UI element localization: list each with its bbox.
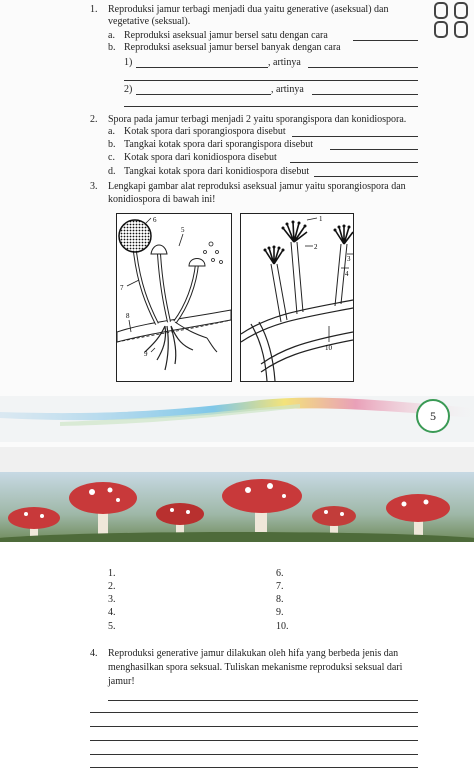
- q1b2-meaning-line[interactable]: [312, 94, 418, 95]
- answer-8[interactable]: 8.: [276, 594, 284, 605]
- q4-answer-line[interactable]: [90, 712, 418, 713]
- q2d-text: Tangkai kotak spora dari konidiospora disebut: [124, 166, 310, 177]
- rainbow-wave-decoration: [0, 388, 474, 446]
- konidiospora-diagram: [240, 213, 354, 382]
- q1b1-meaning-line[interactable]: [308, 67, 418, 68]
- q2a-letter: a.: [108, 126, 115, 137]
- label-9: 9: [144, 350, 148, 358]
- q4-answer-line[interactable]: [90, 754, 418, 755]
- q1a-answer-line[interactable]: [353, 40, 418, 41]
- q1b1-artinya: , artinya: [268, 57, 301, 68]
- answer-1[interactable]: 1.: [108, 568, 116, 579]
- q1a-letter: a.: [108, 30, 115, 41]
- q4-text-2: menghasilkan spora seksual. Tuliskan mekanisme reproduksi seksual dari: [108, 662, 403, 673]
- q2b-letter: b.: [108, 139, 116, 150]
- q2c-letter: c.: [108, 152, 115, 163]
- answer-10[interactable]: 10.: [276, 621, 289, 632]
- q2a-text: Kotak spora dari sporangiospora disebut: [124, 126, 286, 137]
- q4-number: 4.: [90, 648, 98, 659]
- q1b1-extra-line[interactable]: [124, 80, 418, 81]
- sporangiospora-drawing: [117, 214, 231, 381]
- q4-answer-line[interactable]: [90, 740, 418, 741]
- q4-answer-line[interactable]: [90, 726, 418, 727]
- q1-text-2: vegetative (seksual).: [108, 16, 191, 27]
- answer-2[interactable]: 2.: [108, 581, 116, 592]
- q2b-answer-line[interactable]: [330, 149, 418, 150]
- q4-text: Reproduksi generative jamur dilakukan oleh hifa yang berbeda jenis dan: [108, 648, 399, 659]
- page-number-badge: 5: [416, 399, 450, 433]
- q2d-letter: d.: [108, 166, 116, 177]
- q1b-text: Reproduksi aseksual jamur bersel banyak dengan cara: [124, 42, 341, 53]
- answer-7[interactable]: 7.: [276, 581, 284, 592]
- label-5: 5: [181, 226, 185, 234]
- q1b2-label: 2): [124, 84, 133, 95]
- q1b1-label: 1): [124, 57, 133, 68]
- label-1: 1: [319, 215, 323, 223]
- q1-text: Reproduksi jamur terbagi menjadi dua yaitu generative (aseksual) dan: [108, 4, 389, 15]
- label-8: 8: [126, 312, 130, 320]
- q1b2-extra-line[interactable]: [124, 106, 418, 107]
- answer-5[interactable]: 5.: [108, 621, 116, 632]
- answer-4[interactable]: 4.: [108, 607, 116, 618]
- q2b-text: Tangkai kotak spora dari sporangispora disebut: [124, 139, 313, 150]
- label-4: 4: [345, 270, 349, 278]
- konidiospora-drawing: [241, 214, 353, 381]
- q2-text: Spora pada jamur terbagi menjadi 2 yaitu sporangispora dan konidiospora.: [108, 114, 407, 125]
- label-2: 2: [314, 243, 318, 251]
- answer-3[interactable]: 3.: [108, 594, 116, 605]
- q4-answer-line[interactable]: [108, 700, 418, 701]
- q1b2-answer-line[interactable]: [136, 94, 271, 95]
- corner-decoration: [434, 0, 474, 40]
- q2d-answer-line[interactable]: [314, 176, 418, 177]
- page-gap: [0, 447, 474, 472]
- q3-number: 3.: [90, 181, 98, 192]
- q3-text: Lengkapi gambar alat reproduksi aseksual jamur yaitu sporangiospora dan: [108, 181, 406, 192]
- sporangiospora-diagram: [116, 213, 232, 382]
- label-6: 6: [153, 216, 157, 224]
- label-7: 7: [120, 284, 124, 292]
- worksheet-page-2: [0, 542, 474, 773]
- q2-number: 2.: [90, 114, 98, 125]
- q1b-letter: b.: [108, 42, 116, 53]
- q3-text-2: konidiospora di bawah ini!: [108, 194, 216, 205]
- label-3: 3: [347, 255, 351, 263]
- q2c-text: Kotak spora dari konidiospora disebut: [124, 152, 277, 163]
- q1b2-artinya: , artinya: [271, 84, 304, 95]
- answer-6[interactable]: 6.: [276, 568, 284, 579]
- q4-text-3: jamur!: [108, 676, 135, 687]
- mushroom-illustration: [0, 472, 474, 542]
- q2c-answer-line[interactable]: [290, 162, 418, 163]
- q4-answer-line[interactable]: [90, 767, 418, 768]
- q1a-text: Reproduksi aseksual jamur bersel satu dengan cara: [124, 30, 328, 41]
- q2a-answer-line[interactable]: [292, 136, 418, 137]
- mushroom-banner: [0, 472, 474, 542]
- q1-number: 1.: [90, 4, 98, 15]
- answer-9[interactable]: 9.: [276, 607, 284, 618]
- q1b1-answer-line[interactable]: [136, 67, 268, 68]
- label-10: 10: [325, 344, 332, 352]
